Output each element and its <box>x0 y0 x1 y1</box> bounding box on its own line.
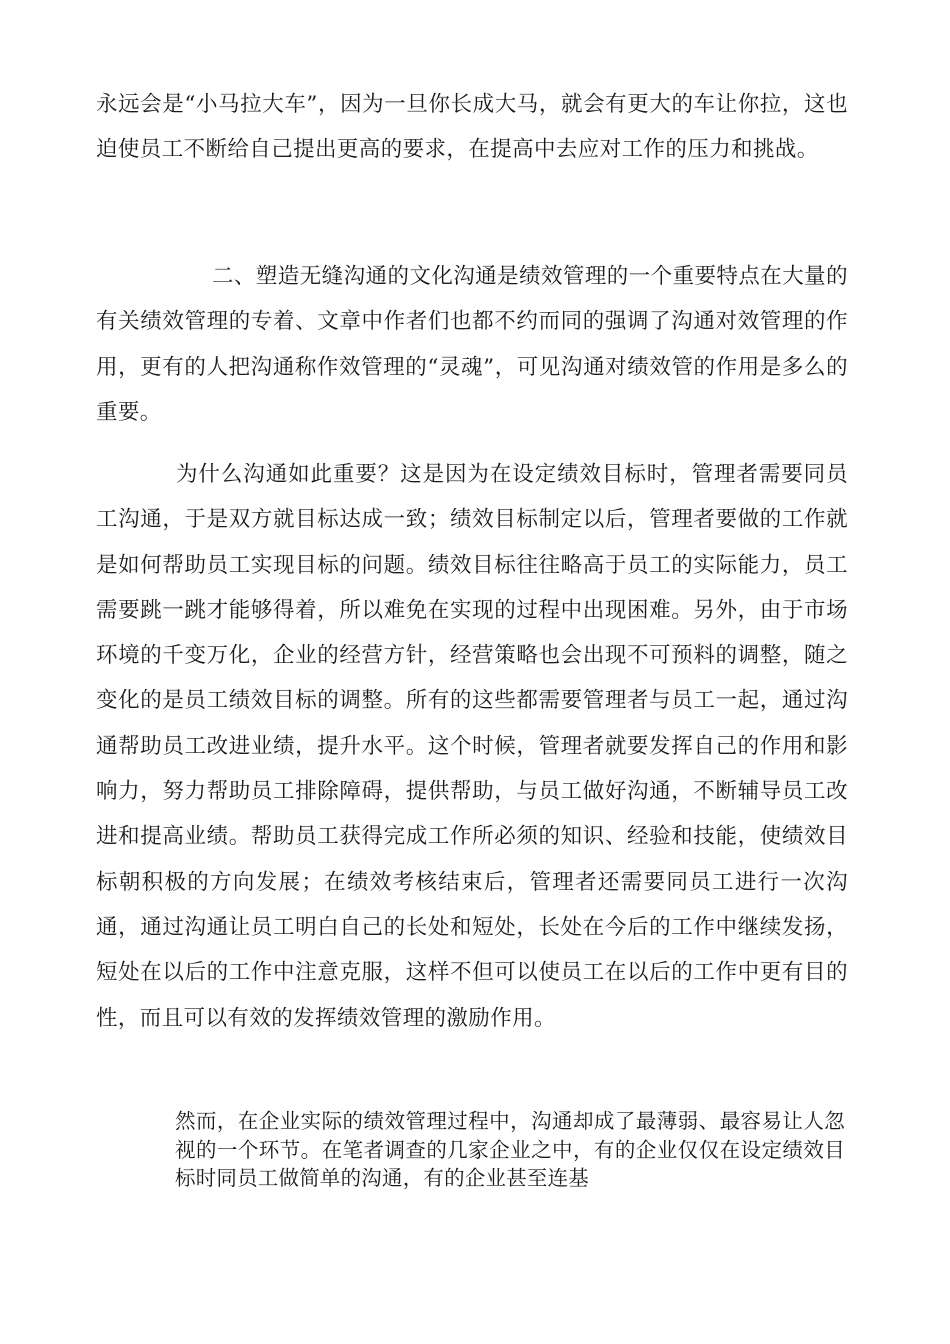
paragraph-why-communication: 为什么沟通如此重要？这是因为在设定绩效目标时，管理者需要同员工沟通，于是双方就目标达成一致；绩效目标制定以后，管理者要做的工作就是如何帮助员工实现目标的问题。绩效目标往往略高于员工的实际能力，员工需要跳一跳才能够得着，所以难免在实现的过程中出现困难。另外，由于市场环境的千变万化，企业的经营方针，经营策略也会出现不可预料的调整，随之变化的是员工绩效目标的调整。所有的这些都需要管理者与员工一起，通过沟通帮助员工改进业绩，提升水平。这个时候，管理者就要发挥自己的作用和影响力，努力帮助员工排除障碍，提供帮助，与员工做好沟通，不断辅导员工改进和提高业绩。帮助员工获得完成工作所必须的知识、经验和技能，使绩效目标朝积极的方向发展；在绩效考核结束后，管理者还需要同员工进行一次沟通，通过沟通让员工明白自己的长处和短处，长处在今后的工作中继续发扬，短处在以后的工作中注意克服，这样不但可以使员工在以后的工作中更有目的性，而且可以有效的发挥绩效管理的激励作用。 <box>96 462 848 1031</box>
paragraph-however: 然而，在企业实际的绩效管理过程中，沟通却成了最薄弱、最容易让人忽视的一个环节。在笔者调查的几家企业之中，有的企业仅仅在设定绩效目标时同员工做简单的沟通，有的企业甚至连基 <box>175 1109 845 1190</box>
paragraph-section-two-heading: 二、塑造无缝沟通的文化沟通是绩效管理的一个重要特点在大量的有关绩效管理的专着、文章中作者们也都不约而同的强调了沟通对效管理的作用，更有的人把沟通称作效管理的“灵魂”，可见沟通对绩效管的作用是多么的重要。 <box>96 264 848 425</box>
paragraph-continuation: 永远会是“小马拉大车”，因为一旦你长成大马，就会有更大的车让你拉，这也迫使员工不断给自己提出更高的要求，在提高中去应对工作的压力和挑战。 <box>96 92 848 163</box>
